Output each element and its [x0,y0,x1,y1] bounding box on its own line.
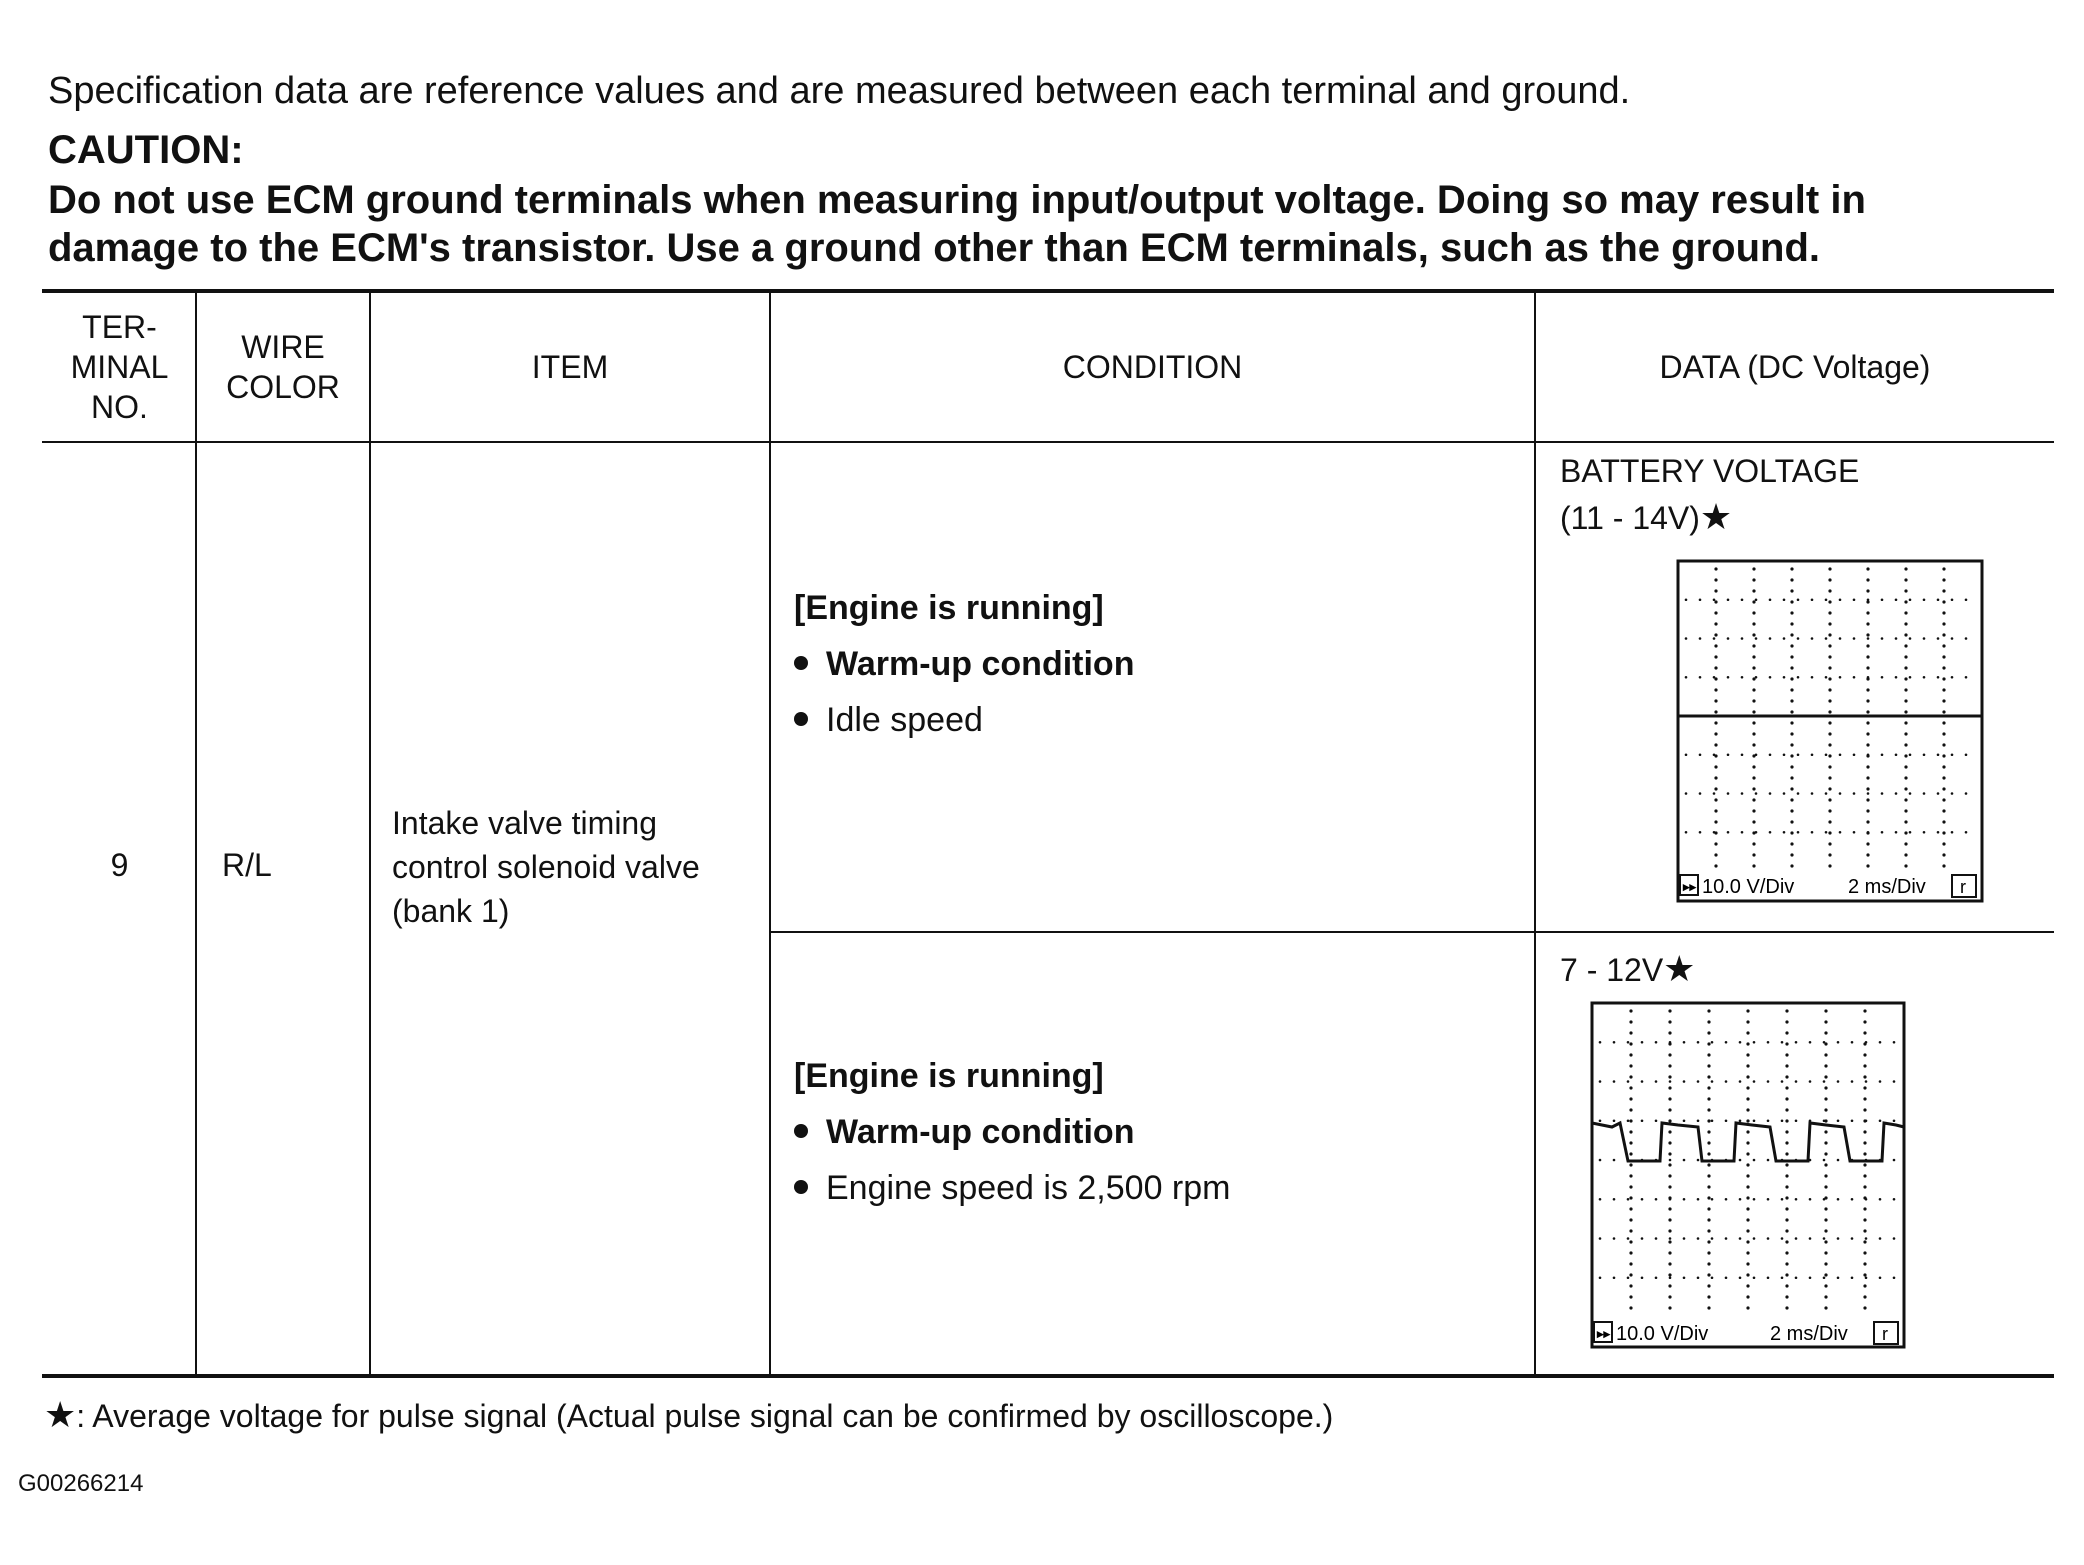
item-line-1: Intake valve timing [392,805,658,841]
figure-id: G00266214 [18,1470,144,1497]
item-line-3: (bank 1) [392,893,510,929]
header-wire-color [197,293,369,441]
header-data: DATA (DC Voltage) [1659,349,1931,385]
header-terminal-no [44,293,195,441]
header-wire-line-1: WIRE [241,329,325,365]
bullet-dot [794,656,808,670]
header-terminal-line-2: MINAL [70,349,169,385]
condition-title: [Engine is running] [794,589,1104,627]
data-line-1: 7 - 12V★ [1560,948,1696,989]
intro-text: Specification data are reference values and are measured between each terminal and ground. [48,70,1631,112]
item-description [392,801,700,933]
bullet-dot [794,1124,808,1138]
condition-2500rpm [794,1048,1230,1216]
condition-bullet-idle: Idle speed [794,692,1134,748]
item-line-2: control solenoid valve [392,849,700,885]
condition-title: [Engine is running] [794,1057,1104,1095]
row-divider-rule [770,931,2054,933]
terminal-number: 9 [110,847,129,883]
header-bottom-rule [42,441,2054,443]
data-pulse-voltage [1560,946,1695,993]
svg-text:▸▸: ▸▸ [1597,1326,1611,1341]
scope-volts-per-div: 10.0 V/Div [1616,1323,1709,1345]
footnote [44,1394,1333,1436]
svg-text:▸▸: ▸▸ [1683,879,1697,894]
col-divider-3 [769,291,771,1375]
caution-line-2: damage to the ECM's transistor. Use a ground other than ECM terminals, such as the ground. [48,226,1821,270]
star-icon: ★ [1663,948,1696,989]
scope-time-per-div: 2 ms/Div [1848,876,1926,898]
header-item: ITEM [531,349,609,385]
oscilloscope-2500rpm [1590,1001,1908,1351]
header-terminal-line-1: TER- [82,309,157,345]
data-line-2: (11 - 14V)★ [1560,496,1733,537]
col-divider-1 [195,291,197,1375]
oscilloscope-idle [1676,559,1986,905]
condition-idle [794,580,1134,748]
svg-text:r: r [1882,1324,1888,1344]
scope-time-per-div: 2 ms/Div [1770,1323,1848,1345]
svg-text:r: r [1960,877,1966,897]
data-line-1: BATTERY VOLTAGE [1560,453,1860,489]
data-battery-voltage [1560,448,1859,541]
header-wire-line-2: COLOR [226,369,340,405]
footnote-text: : Average voltage for pulse signal (Actual pulse signal can be confirmed by oscilloscope.) [76,1398,1334,1434]
condition-bullet-warmup: Warm-up condition [794,636,1134,692]
header-condition: CONDITION [1062,349,1243,385]
caution-title: CAUTION: [48,128,244,172]
caution-line-1: Do not use ECM ground terminals when measuring input/output voltage. Doing so may result in [48,178,1866,222]
bullet-dot [794,712,808,726]
col-divider-2 [369,291,371,1375]
wire-color: R/L [222,847,272,883]
header-terminal-line-3: NO. [91,389,148,425]
bullet-dot [794,1180,808,1194]
star-icon: ★ [44,1394,77,1435]
caution-text [48,176,1866,272]
table-bottom-rule [42,1374,2054,1378]
scope-volts-per-div: 10.0 V/Div [1702,876,1795,898]
col-divider-4 [1534,291,1536,1375]
condition-bullet-warmup: Warm-up condition [794,1104,1230,1160]
condition-bullet-speed: Engine speed is 2,500 rpm [794,1160,1230,1216]
star-icon: ★ [1699,496,1733,537]
